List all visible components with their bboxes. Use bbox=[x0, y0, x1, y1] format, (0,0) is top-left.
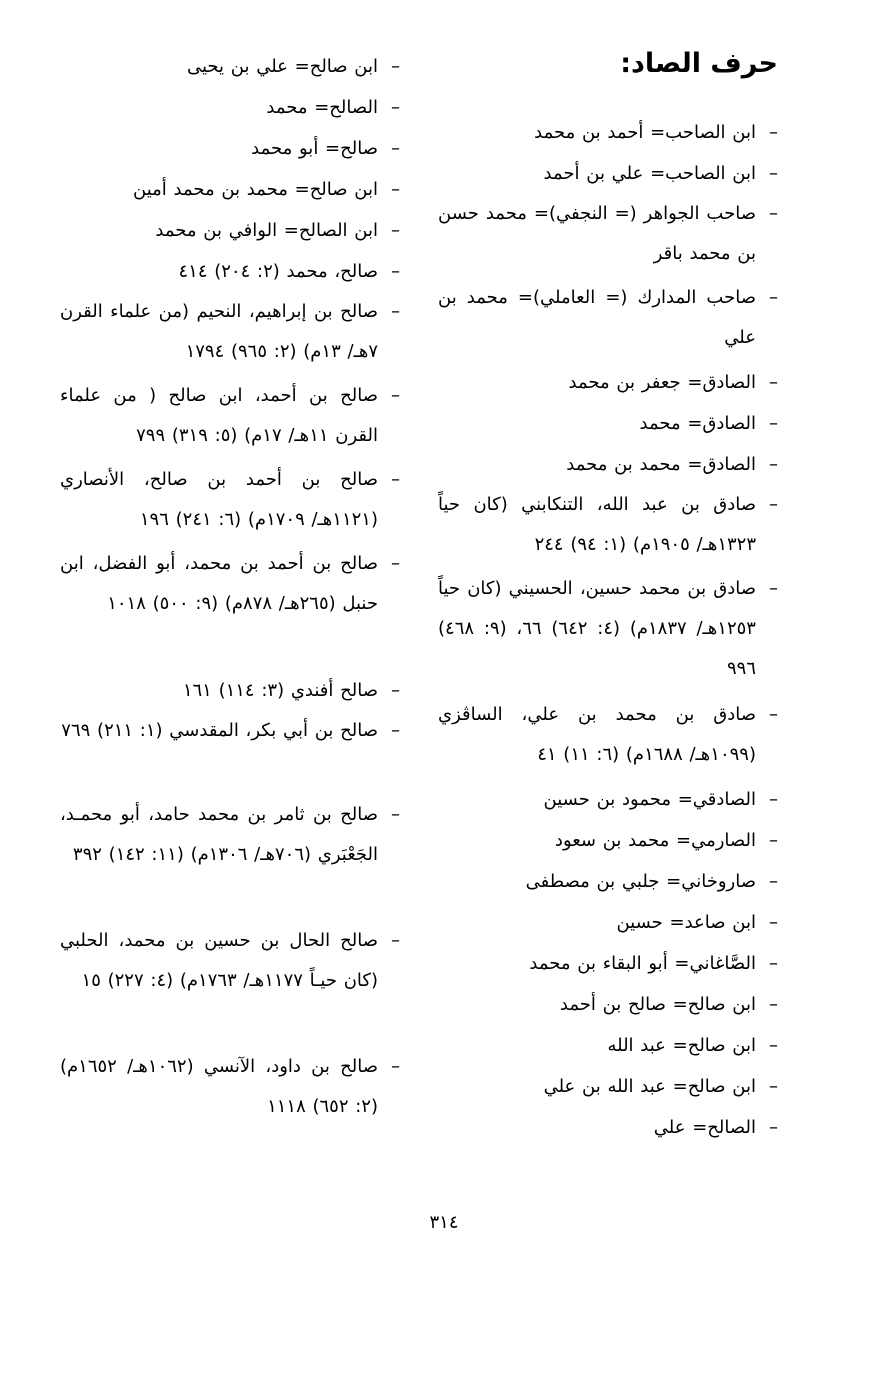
section-heading: حرف الصاد: bbox=[620, 48, 778, 79]
index-entry bbox=[438, 278, 778, 362]
entry-dash: – bbox=[769, 122, 778, 143]
entry-text: صالح أفندي (٣: ١١٤) ١٦١ bbox=[182, 680, 378, 701]
entry-dash: – bbox=[769, 912, 778, 933]
entry-dash: – bbox=[391, 385, 400, 406]
entry-dash: – bbox=[391, 680, 400, 701]
entry-dash: – bbox=[391, 56, 400, 77]
entry-dash: – bbox=[391, 220, 400, 241]
entry-dash: – bbox=[391, 553, 400, 574]
index-entry bbox=[438, 902, 778, 943]
entry-text: صالح بن أحمد بن محمد، أبو الفضل، ابن حنبل (٢٦٥هـ/ ٨٧٨م) (٩: ٥٠٠) ١٠١٨ bbox=[60, 553, 378, 614]
entry-text: ابن صالح= محمد بن محمد أمين bbox=[133, 179, 378, 200]
entry-text: صالح، محمد (٢: ٢٠٤) ٤١٤ bbox=[178, 261, 378, 282]
entry-text: صالح بن أحمد بن صالح، الأنصاري (١١٢١هـ/ ١٧٠٩م) (٦: ٢٤١) ١٩٦ bbox=[60, 469, 378, 530]
entry-text: صالح بن أحمد، ابن صالح ( من علماء القرن ١١هـ/ ١٧م) (٥: ٣١٩) ٧٩٩ bbox=[60, 385, 378, 446]
entry-text: ابن الصاحب= علي بن أحمد bbox=[543, 163, 756, 184]
entry-dash: – bbox=[769, 372, 778, 393]
entry-text: ابن صالح= صالح بن أحمد bbox=[559, 994, 756, 1015]
entry-dash: – bbox=[391, 930, 400, 951]
index-entry bbox=[60, 87, 400, 128]
entry-dash: – bbox=[391, 804, 400, 825]
index-entry bbox=[438, 861, 778, 902]
entry-dash: – bbox=[769, 413, 778, 434]
index-entry bbox=[438, 820, 778, 861]
entry-dash: – bbox=[769, 1076, 778, 1097]
page-number: ٣١٤ bbox=[429, 1212, 459, 1233]
entry-text: ابن صالح= عبد الله bbox=[607, 1035, 756, 1056]
entry-dash: – bbox=[391, 179, 400, 200]
entry-text: ابن صالح= عبد الله بن علي bbox=[543, 1076, 756, 1097]
index-entry bbox=[60, 292, 400, 376]
index-entry bbox=[60, 251, 400, 292]
entry-dash: – bbox=[391, 97, 400, 118]
index-entry bbox=[438, 779, 778, 820]
entry-text: الصادق= محمد bbox=[639, 413, 756, 434]
entry-text: ابن الصالح= الوافي بن محمد bbox=[155, 220, 378, 241]
entry-text: صالح بن ثامر بن محمد حامد، أبو محمـد، الجَعْبَري (٧٠٦هـ/ ١٣٠٦م) (١١: ١٤٢) ٣٩٢ bbox=[60, 804, 378, 865]
entry-dash: – bbox=[391, 720, 400, 741]
entry-text: صاحب المدارك (= العاملي)= محمد بن علي bbox=[438, 287, 756, 348]
entry-text: صادق بن محمد بن علي، الساڤزي (١٠٩٩هـ/ ١٦٨٨م) (٦: ١١) ٤١ bbox=[438, 704, 756, 765]
index-entry bbox=[60, 46, 400, 87]
right-column bbox=[438, 112, 778, 1148]
entry-text: الصادق= محمد بن محمد bbox=[566, 454, 756, 475]
entry-dash: – bbox=[391, 301, 400, 322]
entry-dash: – bbox=[391, 1056, 400, 1077]
entry-dash: – bbox=[391, 261, 400, 282]
entry-dash: – bbox=[769, 163, 778, 184]
entry-text: الصَّاغاني= أبو البقاء بن محمد bbox=[529, 953, 756, 974]
index-entry bbox=[438, 984, 778, 1025]
entry-text: صاحب الجواهر (= النجفي)= محمد حسن بن محمد باقر bbox=[438, 203, 756, 264]
entry-dash: – bbox=[391, 469, 400, 490]
index-entry bbox=[60, 1047, 400, 1131]
index-entry bbox=[438, 194, 778, 278]
entry-text: ابن الصاحب= أحمد بن محمد bbox=[534, 122, 756, 143]
index-entry bbox=[60, 921, 400, 1047]
index-entry bbox=[60, 670, 400, 711]
entry-dash: – bbox=[769, 871, 778, 892]
entry-dash: – bbox=[769, 704, 778, 725]
entry-text: صالح بن إبراهيم، النحيم (من علماء القرن ٧هـ/ ١٣م) (٢: ٩٦٥) ١٧٩٤ bbox=[60, 301, 378, 362]
index-entry bbox=[438, 1107, 778, 1148]
entry-dash: – bbox=[769, 203, 778, 224]
entry-dash: – bbox=[769, 1117, 778, 1138]
entry-dash: – bbox=[769, 994, 778, 1015]
entry-dash: – bbox=[769, 287, 778, 308]
entry-text: الصارمي= محمد بن سعود bbox=[554, 830, 756, 851]
index-entry bbox=[60, 460, 400, 544]
entry-dash: – bbox=[769, 953, 778, 974]
entry-text: الصادقي= محمود بن حسين bbox=[543, 789, 756, 810]
entry-text: صادق بن عبد الله، التنكابني (كان حياً ١٣٢٣هـ/ ١٩٠٥م) (١: ٩٤) ٢٤٤ bbox=[438, 494, 756, 555]
index-entry bbox=[60, 376, 400, 460]
index-entry bbox=[438, 362, 778, 403]
entry-dash: – bbox=[769, 830, 778, 851]
index-entry bbox=[60, 711, 400, 795]
index-entry bbox=[60, 128, 400, 169]
entry-text: صادق بن محمد حسين، الحسيني (كان حياً ١٢٥٣هـ/ ١٨٣٧م) (٤: ٦٤٢) ٦٦، (٩: ٤٦٨) ٩٩٦ bbox=[438, 578, 756, 679]
index-entry bbox=[60, 795, 400, 921]
index-entry bbox=[438, 1066, 778, 1107]
entry-dash: – bbox=[769, 1035, 778, 1056]
entry-text: صالح الحال بن حسين بن محمد، الحلبي (كان حيـاً ١١٧٧هـ/ ١٧٦٣م) (٤: ٢٢٧) ١٥ bbox=[60, 930, 378, 991]
entry-text: الصالح= محمد bbox=[266, 97, 378, 118]
index-entry bbox=[438, 1025, 778, 1066]
entry-dash: – bbox=[391, 138, 400, 159]
index-entry bbox=[438, 403, 778, 444]
entry-text: صالح= أبو محمد bbox=[251, 138, 378, 159]
entry-text: صاروخاني= جلبي بن مصطفى bbox=[525, 871, 756, 892]
index-entry bbox=[438, 485, 778, 569]
entry-dash: – bbox=[769, 578, 778, 599]
index-entry bbox=[60, 169, 400, 210]
entry-text: صالح بن داود، الآنسي (١٠٦٢هـ/ ١٦٥٢م) (٢: ٦٥٢) ١١١٨ bbox=[60, 1056, 378, 1117]
index-entry bbox=[60, 210, 400, 251]
left-column bbox=[60, 46, 400, 1131]
entry-text: صالح بن أبي بكر، المقدسي (١: ٢١١) ٧٦٩ bbox=[61, 720, 378, 741]
entry-text: الصالح= علي bbox=[653, 1117, 756, 1138]
index-entry bbox=[438, 943, 778, 984]
index-entry bbox=[438, 444, 778, 485]
index-entry bbox=[438, 569, 778, 695]
index-entry bbox=[60, 544, 400, 670]
index-entry bbox=[438, 695, 778, 779]
index-entry bbox=[438, 153, 778, 194]
index-entry bbox=[438, 112, 778, 153]
entry-text: ابن صالح= علي بن يحيى bbox=[186, 56, 378, 77]
entry-dash: – bbox=[769, 454, 778, 475]
entry-text: ابن صاعد= حسين bbox=[616, 912, 756, 933]
entry-dash: – bbox=[769, 789, 778, 810]
entry-text: الصادق= جعفر بن محمد bbox=[568, 372, 756, 393]
entry-dash: – bbox=[769, 494, 778, 515]
